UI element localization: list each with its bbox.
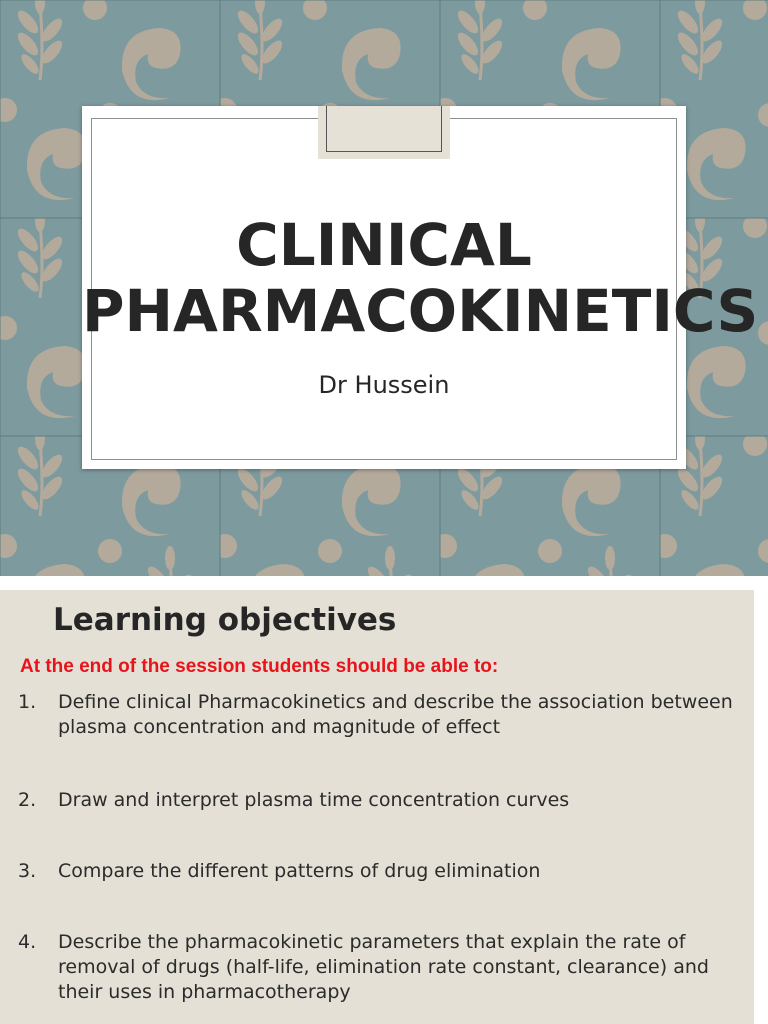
title-card [82,106,759,469]
slide-title-line2: PHARMACOKINETICS [82,277,759,345]
objective-number: 3. [18,860,37,882]
objective-number: 2. [18,789,37,811]
objective-text: Describe the pharmacokinetic parameters that explain the rate of removal of drugs (half-life, elimination rate constant, clearance) and their uses in pharmacotherapy [58,931,709,1003]
objective-number: 4. [18,931,37,953]
slide-title-line1: CLINICAL [236,211,532,279]
slide-title [82,211,759,345]
title-card-tab [318,106,450,159]
objectives-intro: At the end of the session students should be able to: [20,656,499,677]
objective-text: Draw and interpret plasma time concentration curves [58,789,570,811]
objectives-heading: Learning objectives [53,602,397,638]
objective-number: 1. [18,691,37,713]
objective-text: Compare the different patterns of drug elimination [58,860,541,882]
objective-text: Define clinical Pharmacokinetics and describe the association between plasma concentration and magnitude of effect [58,691,733,738]
slide-subtitle: Dr Hussein [318,371,450,399]
objectives-slide [0,590,754,1024]
